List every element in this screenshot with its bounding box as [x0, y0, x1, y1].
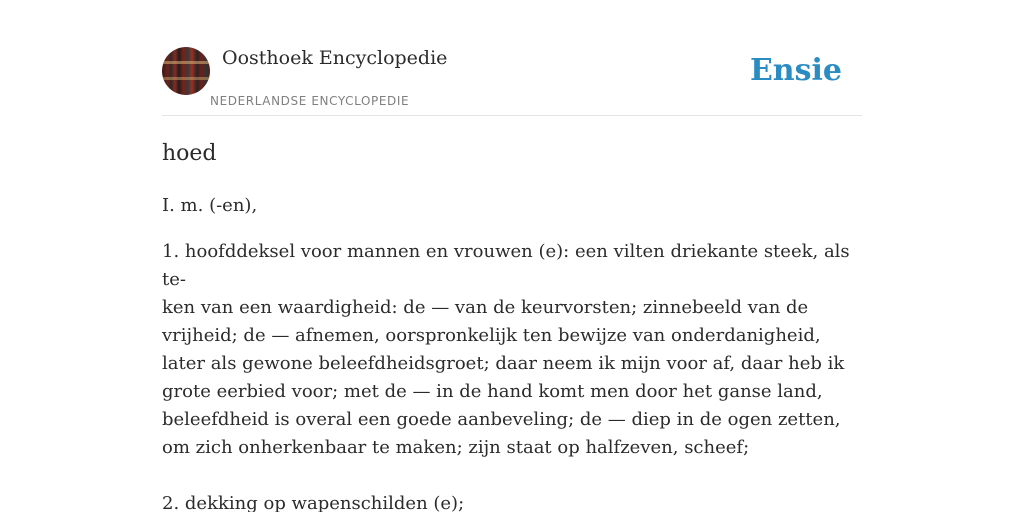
site-header [162, 47, 862, 116]
site-title[interactable]: Oosthoek Encyclopedie [222, 47, 448, 69]
ensie-logo-link[interactable]: Ensie [749, 53, 842, 88]
entry-title: hoed [162, 141, 217, 166]
encyclopedia-books-avatar[interactable] [162, 47, 210, 95]
definition-1-continuation: ken van een waardigheid: de — van de keurvorsten; zinnebeeld van de vrijheid; de — afnemen, oorspronkelijk ten bewijze van onderdanigheid, later als gewone beleefdheidsgroet; daar neem ik mijn voor af, daar heb ik grote eerbied voor; met de — in de hand komt men door het ganse land, beleefdheid is overal een goede aanbeveling; de — diep in de ogen zetten, om zich onherkenbaar te maken; zijn staat op halfzeven, scheef; [162, 297, 845, 458]
entry-grammar: I. m. (-en), [162, 195, 258, 216]
site-subtitle: NEDERLANDSE ENCYCLOPEDIE [210, 94, 410, 108]
definition-1-first-line: 1. hoofddeksel voor mannen en vrouwen (e): een vilten driekante steek, als te- [162, 241, 850, 290]
definition-2: 2. dekking op wapenschilden (e); [162, 493, 465, 512]
entry-content [162, 138, 862, 512]
